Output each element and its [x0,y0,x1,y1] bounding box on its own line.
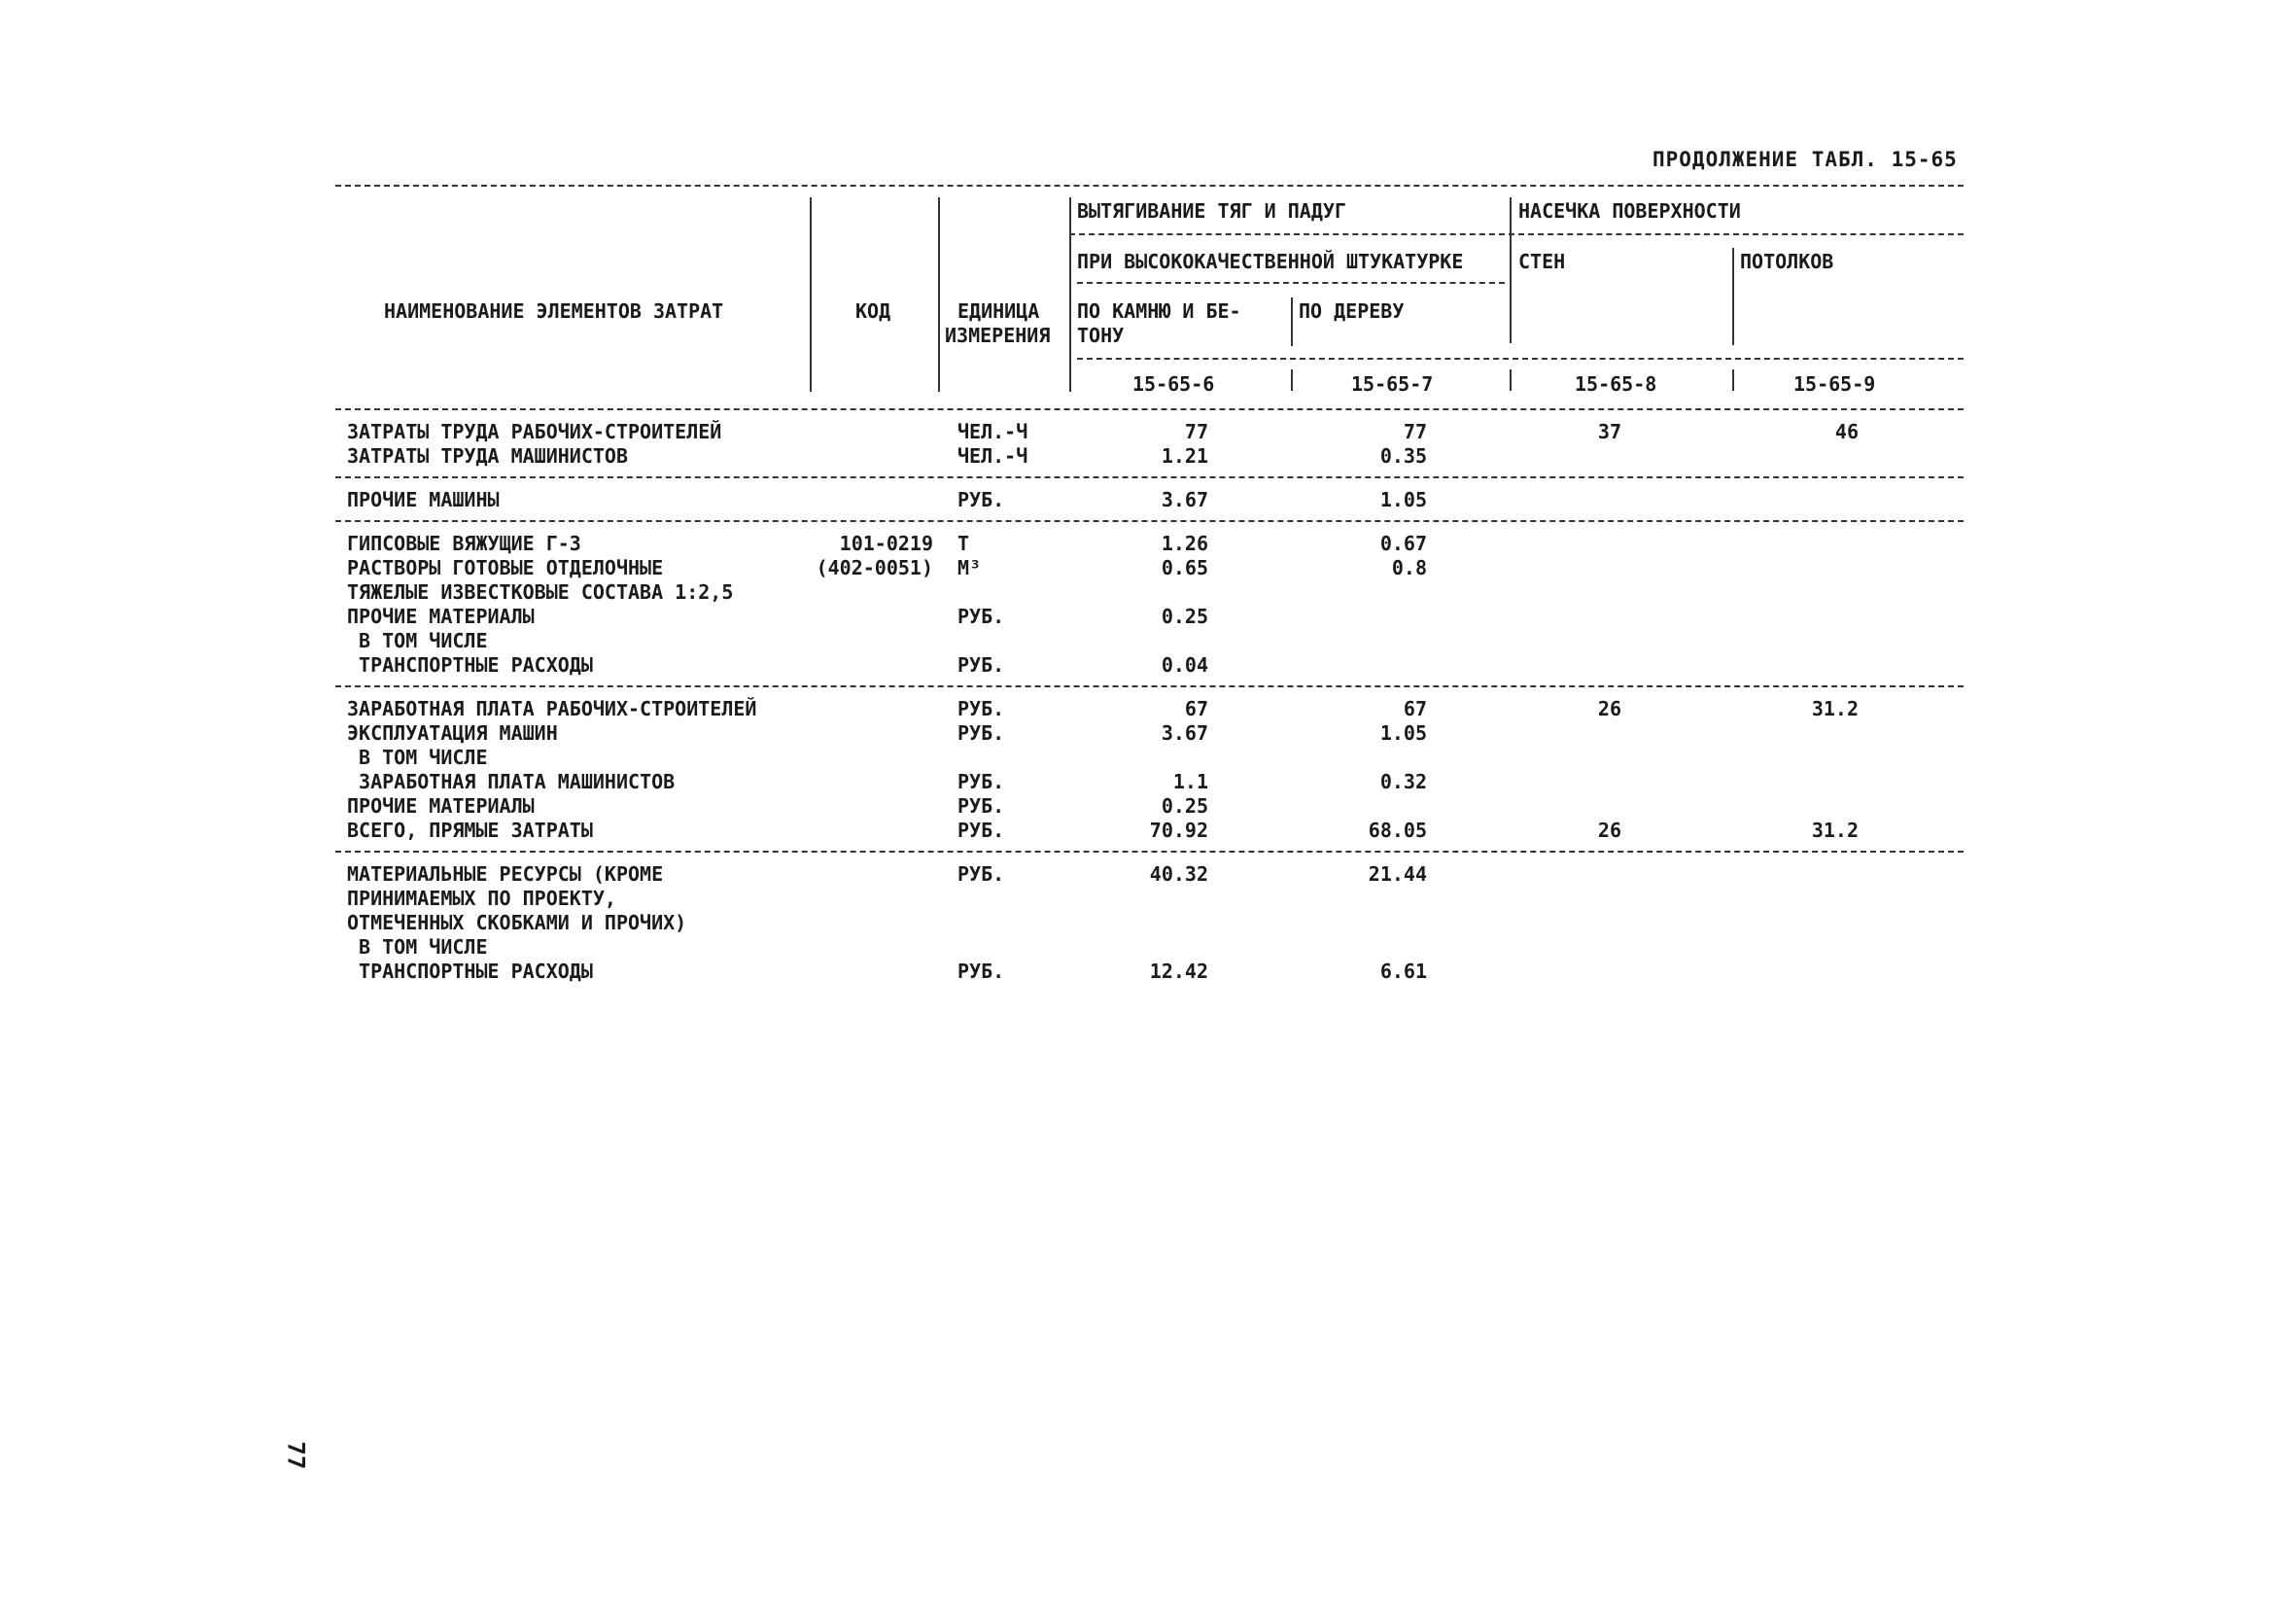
cell-name: ЗАРАБОТНАЯ ПЛАТА МАШИНИСТОВ [347,770,676,793]
cell-v1: 40.32 [1149,862,1208,886]
cell-name: ПРОЧИЕ МАТЕРИАЛЫ [347,605,535,628]
cell-unit: М³ [957,556,982,579]
cell-name: В ТОМ ЧИСЛЕ [347,935,488,959]
col-code-4: 15-65-9 [1793,372,1876,396]
cell-v1: 0.25 [1161,605,1208,628]
col-code-2: 15-65-7 [1351,372,1434,396]
cell-name: ГИПСОВЫЕ ВЯЖУЩИЕ Г-3 [347,532,581,555]
cell-name: ПРИНИМАЕМЫХ ПО ПРОЕКТУ, [347,887,616,910]
header-group1-sub: ПРИ ВЫСОКОКАЧЕСТВЕННОЙ ШТУКАТУРКЕ [1077,250,1464,273]
cell-v2: 1.05 [1379,721,1427,745]
header-group2: НАСЕЧКА ПОВЕРХНОСТИ [1518,199,1741,223]
cell-v2: 68.05 [1368,819,1427,842]
col-divider-group [1510,197,1512,343]
table-caption: ПРОДОЛЖЕНИЕ ТАБЛ. 15-65 [1652,148,1958,171]
cell-code: 101-0219 [839,532,933,555]
cell-unit: Т [957,532,970,555]
cell-v4: 31.2 [1811,697,1859,720]
cell-v2: 0.8 [1391,556,1427,579]
cell-name: МАТЕРИАЛЬНЫЕ РЕСУРСЫ (КРОМЕ [347,862,664,886]
cell-unit: РУБ. [957,862,1005,886]
cell-v1: 0.04 [1161,653,1208,677]
page-number: 77 [282,1441,310,1470]
cell-v1: 3.67 [1161,721,1208,745]
col-divider-name [810,197,812,392]
cell-v3: 37 [1597,420,1621,443]
section-divider [335,851,1964,853]
cell-unit: ЧЕЛ.-Ч [957,444,1028,468]
cell-unit: РУБ. [957,960,1005,983]
header-col3: СТЕН [1518,250,1566,273]
header-rule-1 [1069,233,1964,235]
section-divider [335,685,1964,687]
cell-v2: 21.44 [1368,862,1427,886]
cell-name: ЭКСПЛУАТАЦИЯ МАШИН [347,721,558,745]
cell-name: ПРОЧИЕ МАТЕРИАЛЫ [347,794,535,818]
header-col2: ПО ДЕРЕВУ [1299,299,1405,323]
col-divider-unit [1069,197,1071,392]
header-col1-2: ТОНУ [1077,324,1125,347]
cell-unit: РУБ. [957,770,1005,793]
cell-v1: 0.25 [1161,794,1208,818]
header-top-rule [335,185,1964,187]
cell-name: ПРОЧИЕ МАШИНЫ [347,488,500,511]
cell-v1: 1.26 [1161,532,1208,555]
col-divider-code [938,197,940,392]
cell-name: ТРАНСПОРТНЫЕ РАСХОДЫ [347,960,593,983]
cell-v3: 26 [1597,819,1621,842]
cell-v2: 0.32 [1379,770,1427,793]
col-divider-sub3 [1732,248,1734,345]
cell-v1: 0.65 [1161,556,1208,579]
cell-name: В ТОМ ЧИСЛЕ [347,629,488,652]
cell-unit: РУБ. [957,721,1005,745]
cell-unit: РУБ. [957,605,1005,628]
cell-code: (402-0051) [816,556,933,579]
section-divider [335,520,1964,522]
col-divider-group-b [1510,369,1512,391]
cell-unit: ЧЕЛ.-Ч [957,420,1028,443]
cell-v2: 0.35 [1379,444,1427,468]
header-unit-col-1: ЕДИНИЦА [957,299,1040,323]
header-bottom-rule [335,408,1964,410]
cell-v1: 77 [1184,420,1208,443]
header-rule-3 [1077,358,1964,360]
cell-v1: 67 [1184,697,1208,720]
cell-unit: РУБ. [957,794,1005,818]
col-divider-sub1 [1291,297,1293,346]
header-col4: ПОТОЛКОВ [1740,250,1834,273]
cell-name: В ТОМ ЧИСЛЕ [347,746,488,769]
header-code-col: КОД [855,299,891,323]
cell-v3: 26 [1597,697,1621,720]
cell-v1: 1.1 [1172,770,1208,793]
cell-v2: 0.67 [1379,532,1427,555]
cell-name: РАСТВОРЫ ГОТОВЫЕ ОТДЕЛОЧНЫЕ [347,556,664,579]
cell-unit: РУБ. [957,697,1005,720]
cell-unit: РУБ. [957,653,1005,677]
cell-v1: 3.67 [1161,488,1208,511]
cell-v4: 46 [1834,420,1859,443]
cell-name: ОТМЕЧЕННЫХ СКОБКАМИ И ПРОЧИХ) [347,911,687,934]
cell-v1: 12.42 [1149,960,1208,983]
cell-name: ТРАНСПОРТНЫЕ РАСХОДЫ [347,653,593,677]
cell-v2: 6.61 [1379,960,1427,983]
cell-v4: 31.2 [1811,819,1859,842]
header-rule-2 [1077,282,1505,284]
header-name-col: НАИМЕНОВАНИЕ ЭЛЕМЕНТОВ ЗАТРАТ [384,299,724,323]
cell-name: ТЯЖЕЛЫЕ ИЗВЕСТКОВЫЕ СОСТАВА 1:2,5 [347,580,734,604]
cell-unit: РУБ. [957,819,1005,842]
cell-name: ЗАТРАТЫ ТРУДА МАШИНИСТОВ [347,444,628,468]
header-col1-1: ПО КАМНЮ И БЕ- [1077,299,1241,323]
cell-v2: 1.05 [1379,488,1427,511]
cell-name: ЗАРАБОТНАЯ ПЛАТА РАБОЧИХ-СТРОИТЕЛЕЙ [347,697,757,720]
cell-v1: 1.21 [1161,444,1208,468]
col-divider-sub1-b [1291,369,1293,391]
cell-v1: 70.92 [1149,819,1208,842]
cell-v2: 67 [1403,697,1427,720]
header-unit-col-2: ИЗМЕРЕНИЯ [945,324,1051,347]
cell-name: ВСЕГО, ПРЯМЫЕ ЗАТРАТЫ [347,819,593,842]
col-code-1: 15-65-6 [1132,372,1215,396]
col-divider-sub3-b [1732,369,1734,391]
cell-v2: 77 [1403,420,1427,443]
col-code-3: 15-65-8 [1575,372,1657,396]
cell-name: ЗАТРАТЫ ТРУДА РАБОЧИХ-СТРОИТЕЛЕЙ [347,420,722,443]
header-group1: ВЫТЯГИВАНИЕ ТЯГ И ПАДУГ [1077,199,1346,223]
section-divider [335,476,1964,478]
cell-unit: РУБ. [957,488,1005,511]
